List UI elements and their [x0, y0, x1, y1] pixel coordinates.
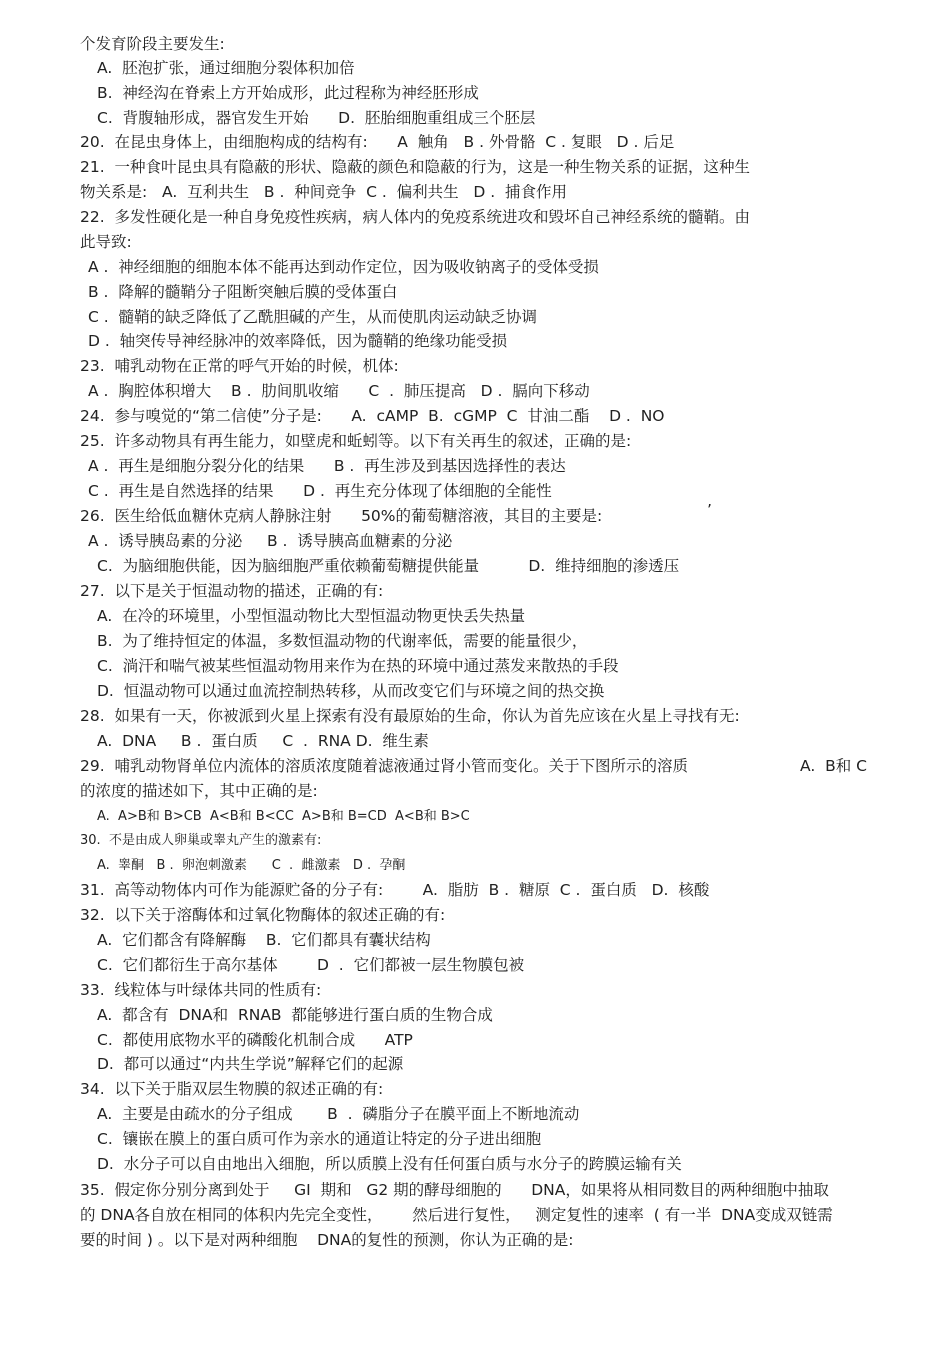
question-line: 34. 以下关于脂双层生物膜的叙述正确的有: [80, 1080, 384, 1098]
option-line: C. 淌汗和喘气被某些恒温动物用来作为在热的环境中通过蒸发来散热的手段 [97, 657, 619, 675]
option-line: C. 背腹轴形成，器官发生开始 D. 胚胎细胞重组成三个胚层 [97, 109, 536, 127]
option-line: D. 都可以通过“内共生学说”解释它们的起源 [97, 1055, 404, 1073]
side-option: A. B和 C [800, 757, 867, 775]
option-line: D. 水分子可以自由地出入细胞，所以质膜上没有任何蛋白质与水分子的跨膜运输有关 [97, 1155, 682, 1173]
option-line: D. 恒温动物可以通过血流控制热转移，从而改变它们与环境之间的热交换 [97, 682, 605, 700]
option-line: B . 降解的髓鞘分子阻断突触后膜的受体蛋白 [88, 283, 398, 301]
text-line: 此导致: [80, 233, 132, 251]
question-line: 25. 许多动物具有再生能力，如壁虎和蚯蚓等。以下有关再生的叙述，正确的是: [80, 432, 632, 450]
question-line: 30. 不是由成人卵巢或睾丸产生的激素有: [80, 833, 322, 848]
text-line: 要的时间 ) 。以下是对两种细胞 DNA的复性的预测，你认为正确的是: [80, 1231, 574, 1249]
option-line: A . 诱导胰岛素的分泌 B . 诱导胰高血糖素的分泌 [88, 532, 453, 550]
option-line: A. 在冷的环境里，小型恒温动物比大型恒温动物更快丢失热量 [97, 607, 526, 625]
option-line: C. 它们都衍生于高尔基体 D . 它们都被一层生物膜包被 [97, 956, 525, 974]
option-line: A . 再生是细胞分裂分化的结果 B . 再生涉及到基因选择性的表达 [88, 457, 566, 475]
question-line: 23. 哺乳动物在正常的呼气开始的时候，机体: [80, 357, 399, 375]
question-line: 21. 一种食叶昆虫具有隐蔽的形状、隐蔽的颜色和隐蔽的行为，这是一种生物关系的证据，这种生 [80, 158, 751, 176]
option-line: A . 胸腔体积增大 B . 肋间肌收缩 C . 肺压提高 D . 膈向下移动 [88, 382, 590, 400]
question-line: 27. 以下是关于恒温动物的描述，正确的有: [80, 582, 384, 600]
option-line: A. 主要是由疏水的分子组成 B . 磷脂分子在膜平面上不断地流动 [97, 1105, 580, 1123]
question-line: 31. 高等动物体内可作为能源贮备的分子有: A. 脂肪 B . 糖原 C . 蛋白质 D. 核酸 [80, 881, 710, 899]
option-line: C . 髓鞘的缺乏降低了乙酰胆碱的产生，从而使肌肉运动缺乏协调 [88, 308, 538, 326]
option-line: A . 神经细胞的细胞本体不能再达到动作定位，因为吸收钠离子的受体受损 [88, 258, 599, 276]
stray-mark: ’ [707, 501, 712, 519]
question-line: 29. 哺乳动物肾单位内流体的溶质浓度随着滤液通过肾小管而变化。关于下图所示的溶质 [80, 757, 689, 775]
option-line: A. A>B和 B>CB A<B和 B<CC A>B和 B=CD A<B和 B>C [97, 809, 470, 824]
text-line: 个发育阶段主要发生: [80, 35, 225, 53]
question-line: 32. 以下关于溶酶体和过氧化物酶体的叙述正确的有: [80, 906, 446, 924]
question-line: 28. 如果有一天，你被派到火星上探索有没有最原始的生命，你认为首先应该在火星上寻找有无: [80, 707, 740, 725]
option-line: C . 再生是自然选择的结果 D . 再生充分体现了体细胞的全能性 [88, 482, 552, 500]
question-line: 33. 线粒体与叶绿体共同的性质有: [80, 981, 322, 999]
option-line: C. 镶嵌在膜上的蛋白质可作为亲水的通道让特定的分子进出细胞 [97, 1130, 542, 1148]
option-line: C. 为脑细胞供能，因为脑细胞严重依赖葡萄糖提供能量 D. 维持细胞的渗透压 [97, 557, 680, 575]
option-line: B. 神经沟在脊索上方开始成形，此过程称为神经胚形成 [97, 84, 479, 102]
option-line: A. 睾酮 B . 卵泡刺激素 C . 雌激素 D . 孕酮 [97, 858, 406, 873]
option-line: C. 都使用底物水平的磷酸化机制合成 ATP [97, 1031, 413, 1049]
text-line: 的 DNA各自放在相同的体积内先完全变性， 然后进行复性， 测定复性的速率 ( 有一半 DNA变成双链需 [80, 1206, 833, 1224]
option-line: A. 它们都含有降解酶 B. 它们都具有囊状结构 [97, 931, 431, 949]
question-line: 26. 医生给低血糖休克病人静脉注射 50%的葡萄糖溶液，其目的主要是: [80, 507, 603, 525]
option-line: D . 轴突传导神经脉冲的效率降低，因为髓鞘的绝缘功能受损 [88, 332, 508, 350]
question-line: 20. 在昆虫身体上，由细胞构成的结构有: A 触角 B . 外骨骼 C . 复眼 D . 后足 [80, 133, 675, 151]
question-line: 24. 参与嗅觉的“第二信使”分子是: A. cAMP B. cGMP C 甘油二酯 D . NO [80, 407, 665, 425]
option-line: B. 为了维持恒定的体温，多数恒温动物的代谢率低，需要的能量很少， [97, 632, 588, 650]
option-line: A. 都含有 DNA和 RNAB 都能够进行蛋白质的生物合成 [97, 1006, 493, 1024]
question-line: 35. 假定你分别分离到处于 GI 期和 G2 期的酵母细胞的 DNA，如果将从相同数目的两种细胞中抽取 [80, 1181, 829, 1199]
question-line: 22. 多发性硬化是一种自身免疫性疾病，病人体内的免疫系统进攻和毁坏自己神经系统的髓鞘。由 [80, 208, 751, 226]
option-line: A. 胚泡扩张，通过细胞分裂体积加倍 [97, 59, 355, 77]
option-line: A. DNA B . 蛋白质 C . RNA D. 维生素 [97, 732, 429, 750]
text-line: 物关系是: A. 互利共生 B . 种间竞争 C . 偏利共生 D . 捕食作用 [80, 183, 568, 201]
text-line: 的浓度的描述如下，其中正确的是: [80, 782, 318, 800]
